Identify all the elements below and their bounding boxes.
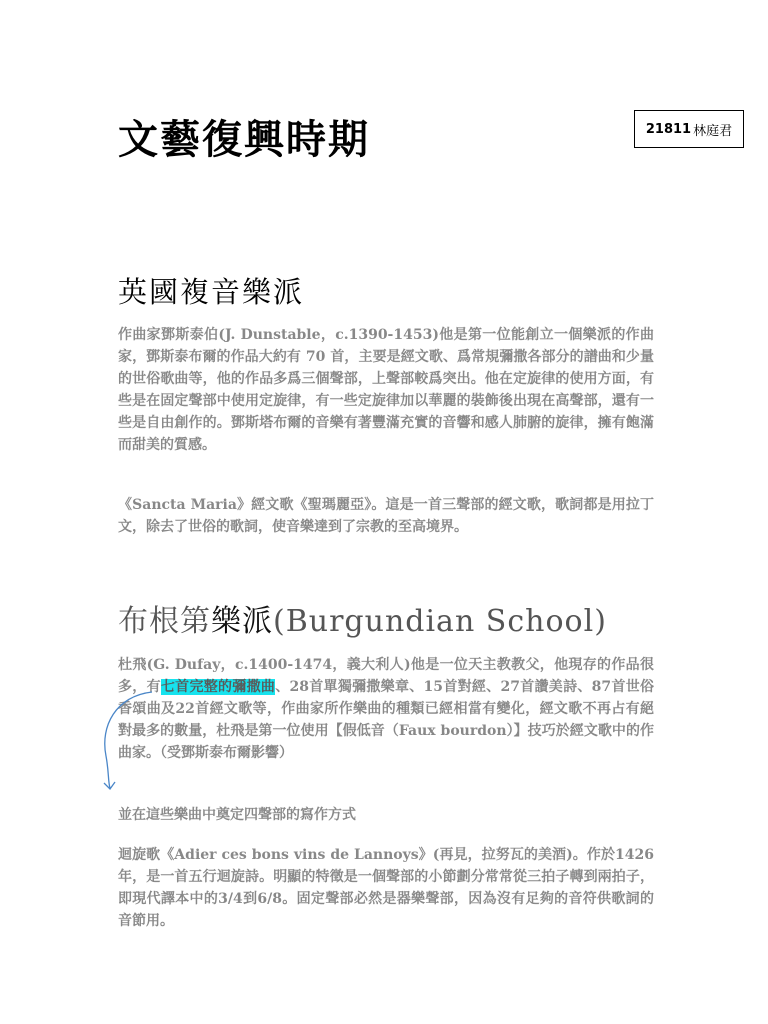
paragraph-rondeau: 迴旋歌《Adier ces bons vins de Lannoys》(再見，拉努瓦的美酒)。作於1426年，是一首五行迴旋詩。明顯的特徵是一個聲部的小節劃分常常從三拍子轉到兩拍子，即現代譯本中的3/4到6/8。固定聲部必然是器樂聲部，因為沒有足夠的音符供歌詞的音節用。 (118, 847, 654, 929)
student-id: 21811 (645, 121, 692, 137)
annotation-arrow-icon (96, 686, 156, 796)
highlighted-text: 七首完整的彌撒曲 (160, 679, 276, 695)
page-title: 文藝復興時期 (118, 116, 370, 163)
paragraph-sancta-maria: 《Sancta Maria》經文歌《聖瑪麗亞》。這是一首三聲部的經文歌，歌詞都是用拉丁文，除去了世俗的歌詞，使音樂達到了宗教的至高境界。 (118, 497, 654, 535)
author-box (634, 110, 744, 148)
heading-part-dark: 樂派 (211, 604, 273, 639)
paragraph-dunstable: 作曲家鄧斯泰伯(J. Dunstable，c.1390-1453)他是第一位能創立一個樂派的作曲家，鄧斯泰布爾的作品大約有 70 首，主要是經文歌、爲常規彌撒各部分的譜曲和少量的世俗歌曲等，他的作品多爲三個聲部，上聲部較爲突出。他在定旋律的使用方面，有些是在固定聲部中使用定旋律，有一些定旋律加以華麗的裝飾後出現在高聲部，還有一些是自由創作的。鄧斯塔布爾的音樂有著豐滿充實的音響和感人肺腑的旋律，擁有飽滿而甜美的質感。 (118, 327, 654, 453)
dufay-text-before: 杜飛(G. Dufay，c.1400-1474，義大利人)他是一位天主教教父，他現存的作品很多，有 (118, 657, 654, 695)
annotation-arrow-line (105, 692, 152, 788)
paragraph-dufay (118, 654, 654, 764)
paragraph-four-voices: 並在這些樂曲中奠定四聲部的寫作方式 (118, 807, 356, 823)
section-heading-english: 英國複音樂派 (118, 275, 305, 309)
dufay-text-after: 、28首單獨彌撒樂章、15首對經、27首讚美詩、87首世俗香頌曲及22首經文歌等，作曲家所作樂曲的種類已經相當有變化，經文歌不再占有絕對最多的數量，杜飛是第一位使用【假低音（Faux bourdon）】技巧於經文歌中的作曲家。（受鄧斯泰布爾影響） (118, 679, 655, 761)
author-name: 林庭君 (693, 123, 733, 139)
section-heading-burgundian (118, 596, 607, 640)
heading-part-latin: (Burgundian School) (273, 604, 607, 639)
heading-part-light: 布根第 (118, 604, 211, 639)
